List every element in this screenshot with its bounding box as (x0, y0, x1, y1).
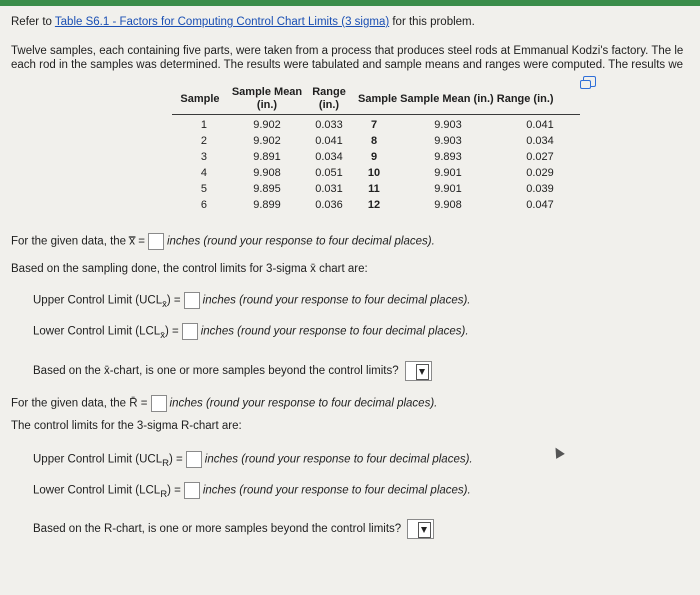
intro-prefix: Refer to (11, 16, 55, 28)
rbar-input[interactable] (151, 395, 167, 412)
cell-mean: 9.903 (434, 135, 462, 147)
lcl-xbar-input[interactable] (182, 323, 198, 340)
table-header-row (172, 86, 580, 115)
cell-sample: 7 (370, 119, 378, 131)
q3-sub: x̄ (162, 298, 167, 310)
cell-mean: 9.901 (434, 183, 462, 195)
cell-sample: 10 (367, 167, 381, 179)
cell-mean: 9.902 (253, 119, 281, 131)
q3-eq: ) = (166, 294, 181, 307)
cell-mean: 9.895 (253, 183, 281, 195)
q8-prefix: Upper Control Limit (UCL (33, 453, 163, 466)
header-right-group: Sample Sample Mean (in.) Range (in.) (352, 86, 580, 115)
q8-eq: ) = (169, 453, 183, 466)
cell-range: 0.041 (526, 119, 554, 131)
q9-eq: ) = (167, 484, 181, 497)
q-ucl-r (33, 451, 473, 469)
cell-sample: 5 (200, 183, 207, 195)
cell-range: 0.027 (526, 151, 554, 163)
cell-mean: 9.891 (253, 151, 281, 163)
q1-suffix: inches (round your response to four decimal places). (166, 235, 435, 248)
problem-line-2: each rod in the samples was determined. The results were tabulated and sample means and ranges were computed. The results we (11, 59, 684, 71)
q9-suffix: inches (round your response to four decimal places). (202, 484, 471, 497)
q6-prefix: For the given data, the (11, 397, 130, 410)
cell-sample: 4 (200, 167, 207, 179)
q4-prefix: Lower Control Limit (LCL (33, 325, 161, 338)
q-lcl-r (33, 482, 471, 500)
cell-sample: 8 (370, 135, 378, 147)
cell-sample: 3 (200, 151, 207, 163)
q1-prefix: For the given data, the (11, 235, 130, 248)
cell-mean: 9.908 (253, 167, 281, 179)
sample-data-table (172, 86, 580, 213)
cell-sample: 6 (200, 199, 207, 211)
intro-line (11, 16, 475, 28)
cell-range: 0.051 (315, 167, 343, 179)
cell-range: 0.036 (315, 199, 343, 211)
xbar-beyond-dropdown[interactable] (405, 361, 432, 381)
cell-mean: 9.908 (434, 199, 462, 211)
rbar-symbol: R̄ (129, 397, 138, 410)
table-row (172, 197, 580, 213)
q9-sub: R (160, 488, 168, 500)
cell-range: 0.029 (526, 167, 554, 179)
q4-sub: x̄ (160, 329, 165, 341)
cell-range: 0.033 (315, 119, 343, 131)
q3-suffix: inches (round your response to four decimal places). (202, 294, 471, 307)
q-rbar (11, 395, 437, 412)
cell-range: 0.047 (526, 199, 554, 211)
cell-mean: 9.902 (253, 135, 281, 147)
header-mean-line1: Sample Mean (231, 86, 303, 98)
cell-mean: 9.901 (434, 167, 462, 179)
xbarbar-input[interactable] (148, 233, 164, 250)
header-range-line1: Range (312, 86, 346, 98)
cell-range: 0.039 (526, 183, 554, 195)
q6-suffix: inches (round your response to four decimal places). (169, 397, 438, 410)
mouse-cursor-icon (551, 445, 565, 459)
header-sample-mean (228, 86, 306, 115)
q-xbarbar (11, 233, 435, 250)
problem-line-1: Twelve samples, each containing five parts, were taken from a process that produces steel rods at Emmanual Kodzi's factory. The le (11, 45, 684, 57)
table-row (172, 149, 580, 165)
header-sample: Sample (172, 86, 228, 115)
cell-sample: 12 (367, 199, 381, 211)
q-lcl-xbar (33, 323, 469, 341)
cell-range: 0.041 (315, 135, 343, 147)
cell-sample: 9 (370, 151, 378, 163)
q6-eq: = (137, 397, 148, 410)
cell-range: 0.031 (315, 183, 343, 195)
q9-prefix: Lower Control Limit (LCL (33, 484, 161, 497)
q4-suffix: inches (round your response to four decimal places). (200, 325, 469, 338)
copy-data-icon[interactable] (583, 76, 596, 87)
q1-eq: = (135, 235, 145, 248)
cell-sample: 1 (200, 119, 207, 131)
chevron-down-icon (416, 364, 429, 380)
q3-prefix: Upper Control Limit (UCL (33, 294, 163, 307)
q5-text: Based on the x̄-chart, is one or more samples beyond the control limits? (33, 365, 399, 378)
q-control-limits-r: The control limits for the 3-sigma R-chart are: (11, 420, 242, 432)
intro-suffix: for this problem. (389, 16, 475, 28)
cell-sample: 11 (368, 183, 380, 195)
q-xbar-beyond (33, 361, 432, 381)
q10-text: Based on the R-chart, is one or more samples beyond the control limits? (33, 523, 402, 536)
cell-range: 0.034 (315, 151, 343, 163)
cell-mean: 9.893 (434, 151, 462, 163)
ucl-xbar-input[interactable] (184, 292, 200, 309)
top-accent-bar (0, 0, 700, 6)
cell-sample: 2 (200, 135, 207, 147)
header-mean-line2: (in.) (256, 99, 278, 111)
table-row (172, 165, 580, 181)
cell-mean: 9.903 (434, 119, 462, 131)
q4-eq: ) = (164, 325, 179, 338)
table-row (172, 115, 580, 134)
cell-range: 0.034 (526, 135, 554, 147)
q8-sub: R (162, 457, 170, 469)
lcl-r-input[interactable] (184, 482, 200, 499)
cell-mean: 9.899 (253, 199, 281, 211)
xbarbar-symbol: x̿ (129, 235, 136, 248)
r-beyond-dropdown[interactable] (407, 519, 434, 539)
q-r-beyond (33, 519, 434, 539)
header-range-line2: (in.) (318, 99, 340, 111)
q-control-limits-xbar: Based on the sampling done, the control limits for 3-sigma x̄ chart are: (11, 263, 368, 275)
q-ucl-xbar (33, 292, 471, 310)
table-row (172, 133, 580, 149)
table-s61-link[interactable]: Table S6.1 - Factors for Computing Control Chart Limits (3 sigma) (54, 16, 390, 28)
table-row (172, 181, 580, 197)
header-range (306, 86, 352, 115)
q8-suffix: inches (round your response to four decimal places). (204, 453, 473, 466)
ucl-r-input[interactable] (186, 451, 202, 468)
chevron-down-icon (418, 522, 431, 538)
